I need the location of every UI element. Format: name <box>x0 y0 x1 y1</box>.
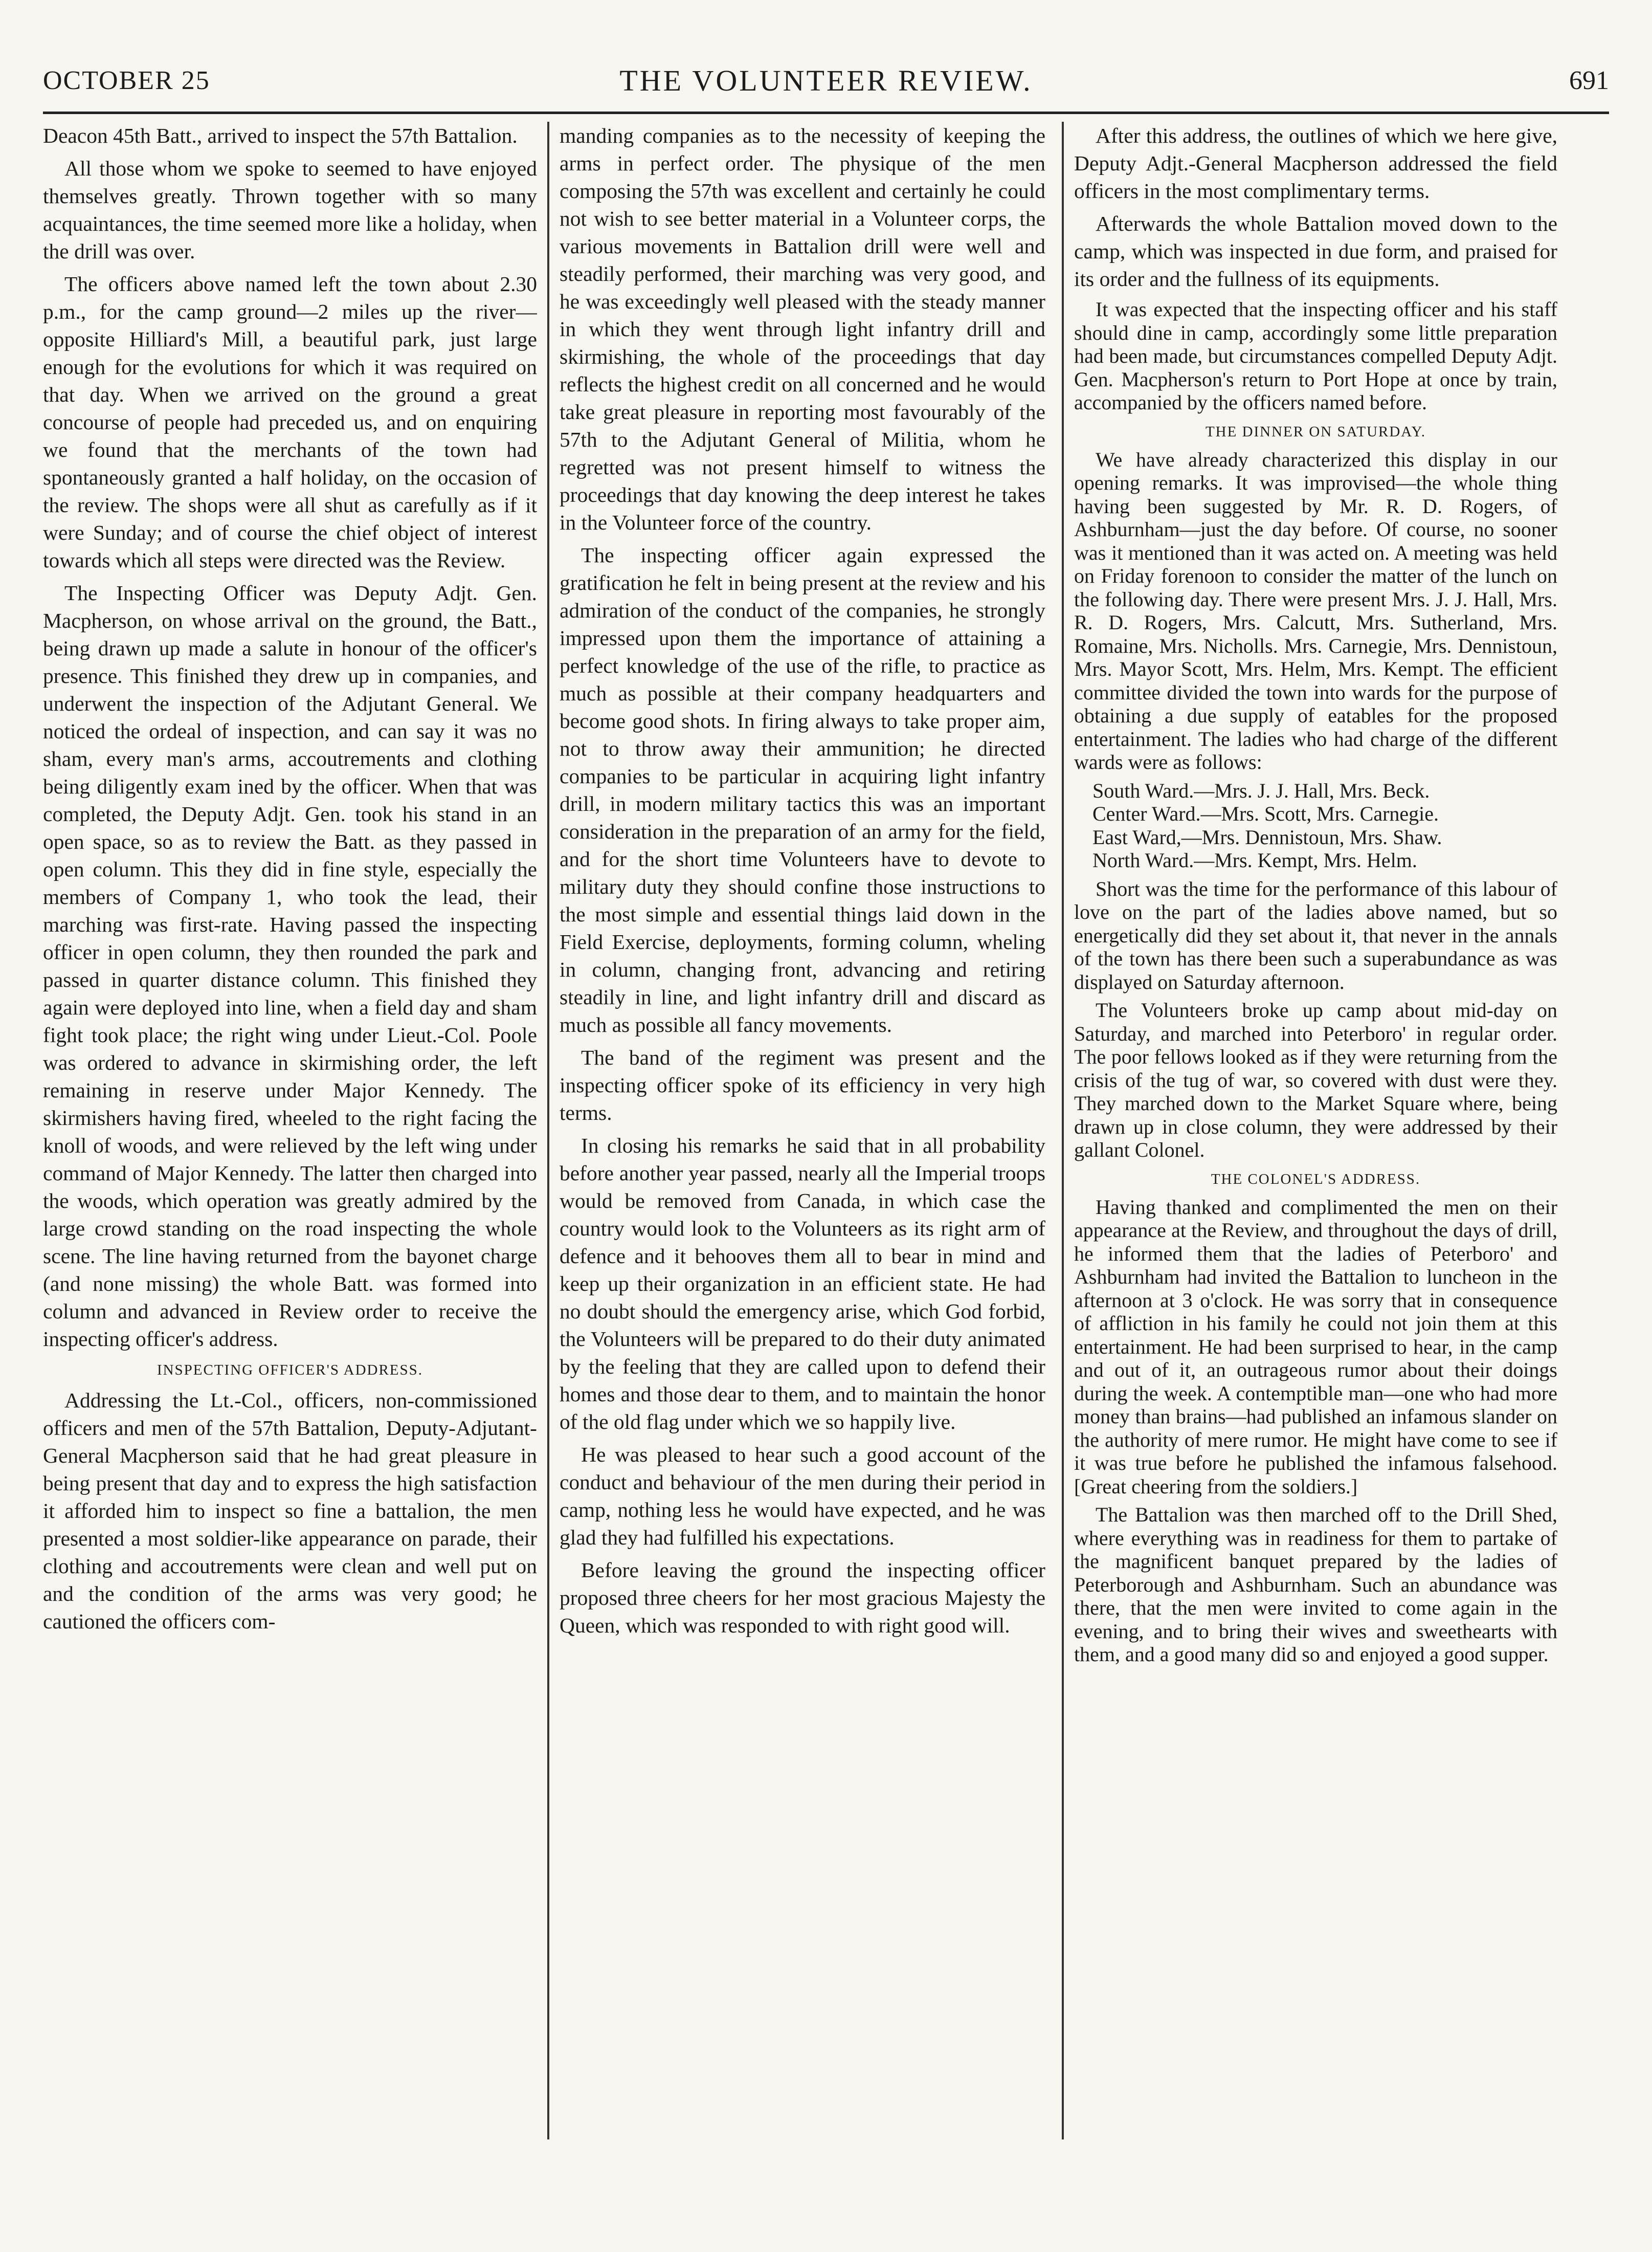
article-paragraph: The Inspecting Officer was Deputy Adjt. Gen. Macpherson, on whose arrival on the ground, the Batt., being drawn up made a salute in honour of the officer's presence. This finished they drew up in companies, and underwent the inspection of the Adjutant General. We noticed the ordeal of inspection, and can say it was no sham, every man's arms, accoutrements and clothing being diligently exam ined by the officer. When that was completed, the Deputy Adjt. Gen. took his stand in an open space, so as to review the Batt. as they passed in open column. This they did in fine style, especially the members of Company 1, who took the lead, their marching was first-rate. Having passed the inspecting officer in open column, they then rounded the park and passed in quarter distance column. This finished they again were deployed into line, when a field day and sham fight took place; the right wing under Lieut.-Col. Poole was ordered to advance in skirmishing order, the left remaining in reserve under Major Kennedy. The skirmishers having fired, wheeled to the right facing the knoll of woods, and were relieved by the left wing under command of Major Kennedy. The latter then charged into the woods, which operation was greatly admired by the large crowd standing on the road inspecting the whole scene. The line having returned from the bayonet charge (and none missing) the whole Batt. was formed into column and advanced in Review order to receive the inspecting officer's address. <box>43 581 537 1351</box>
article-paragraph: We have already characterized this display in our opening remarks. It was improvised—the whole thing having been suggested by Mr. R. D. Rogers, of Ashburnham—just the day before. Of course, no sooner was it mentioned than it was acted on. A meeting was held on Friday forenoon to consider the matter of the lunch on the following day. There were present Mrs. J. J. Hall, Mrs. R. D. Rogers, Mrs. Calcutt, Mrs. Sutherland, Mrs. Romaine, Mrs. Nicholls. Mrs. Carnegie, Mrs. Dennistoun, Mrs. Mayor Scott, Mrs. Helm, Mrs. Kempt. The efficient committee divided the town into wards for the purpose of obtaining a due supply of eatables for the proposed entertainment. The ladies who had charge of the different wards were as follows: <box>1074 448 1557 774</box>
column-3 <box>1074 122 1557 2168</box>
article-paragraph: After this address, the outlines of which we here give, Deputy Adjt.-General Macpherson addressed the field officers in the most complimentary terms. <box>1074 124 1557 203</box>
section-heading: THE COLONEL'S ADDRESS. <box>1211 1171 1421 1187</box>
article-paragraph: The officers above named left the town about 2.30 p.m., for the camp ground—2 miles up the river—opposite Hilliard's Mill, a beautiful park, just large enough for the evolutions for which it was required on that day. When we arrived on the ground a great concourse of people had preceded us, and on enquiring we found that the merchants of the town had spontaneously granted a half holiday, on the occasion of the review. The shops were all shut as carefully as if it were Sunday; and of course the chief object of interest towards which all steps were directed was the Review. <box>43 272 537 572</box>
article-paragraph: He was pleased to hear such a good account of the conduct and behaviour of the men during their period in camp, nothing less he would have expected, and he was glad they had fulfilled his expectations. <box>560 1443 1045 1549</box>
article-paragraph: Addressing the Lt.-Col., officers, non-commissioned officers and men of the 57th Battalion, Deputy-Adjutant-General Macpherson said that he had great pleasure in being present that day and to express the high satisfaction it afforded him to inspect so fine a battalion, the men presented a most soldier-like appearance on parade, their clothing and accoutrements were clean and well put on and the condition of the arms was very good; he cautioned the officers com- <box>43 1388 537 1633</box>
article-paragraph: The Volunteers broke up camp about mid-day on Saturday, and marched into Peterboro' in regular order. The poor fellows looked as if they were returning from the crisis of the tug of war, so covered with dust were they. They marched down to the Market Square where, being drawn up in close column, they were addressed by their gallant Colonel. <box>1074 999 1557 1161</box>
issue-date: OCTOBER 25 <box>43 66 210 95</box>
page-number: 691 <box>1569 66 1609 95</box>
column-divider <box>547 122 549 2139</box>
article-paragraph: Short was the time for the performance of this labour of love on the part of the ladies above named, but so energetically did they set about it, that never in the annals of the town has there been such a superabundance as was displayed on Saturday afternoon. <box>1074 877 1557 993</box>
ward-list-item: South Ward.—Mrs. J. J. Hall, Mrs. Beck. <box>1092 779 1430 802</box>
publication-title: THE VOLUNTEER REVIEW. <box>619 64 1033 97</box>
page-header <box>43 65 1609 106</box>
ward-list-item: East Ward,—Mrs. Dennistoun, Mrs. Shaw. <box>1092 825 1442 849</box>
column-1 <box>43 122 537 2168</box>
ward-list-item: Center Ward.—Mrs. Scott, Mrs. Carnegie. <box>1092 802 1439 825</box>
section-heading: THE DINNER ON SATURDAY. <box>1205 423 1426 440</box>
column-divider <box>1062 122 1064 2139</box>
article-paragraph: It was expected that the inspecting officer and his staff should dine in camp, accordingly some little preparation had been made, but circumstances compelled Deputy Adjt. Gen. Macpherson's return to Port Hope at once by train, accompanied by the officers named before. <box>1074 298 1557 414</box>
article-paragraph: Before leaving the ground the inspecting officer proposed three cheers for her most gracious Majesty the Queen, which was responded to with right good will. <box>560 1558 1045 1637</box>
ward-list-item: North Ward.—Mrs. Kempt, Mrs. Helm. <box>1092 849 1417 872</box>
article-paragraph: The band of the regiment was present and the inspecting officer spoke of its efficiency in very high terms. <box>560 1046 1045 1124</box>
header-rule <box>43 112 1609 114</box>
section-heading: INSPECTING OFFICER'S ADDRESS. <box>157 1362 423 1378</box>
article-paragraph: The Battalion was then marched off to the Drill Shed, where everything was in readiness for them to partake of the magnificent banquet prepared by the ladies of Peterborough and Ashburnham. Such an abundance was there, that the men were invited to come again in the evening, and to bring their wives and sweethearts with them, and a good many did so and enjoyed a good supper. <box>1074 1503 1557 1666</box>
article-paragraph: Afterwards the whole Battalion moved down to the camp, which was inspected in due form, and praised for its order and the fullness of its equipments. <box>1074 212 1557 291</box>
article-paragraph: Having thanked and complimented the men on their appearance at the Review, and throughout the days of drill, he informed them that the ladies of Peterboro' and Ashburnham had invited the Battalion to luncheon in the afternoon at 3 o'clock. He was sorry that in consequence of affliction in his family he could not join them at this entertainment. He had been surprised to hear, in the camp and out of it, an outrageous rumor about their doings during the week. A contemptible man—one who had more money than brains—had published an infamous slander on the authority of mere rumor. He might have come to see if it was true before he published the infamous falsehood. [Great cheering from the soldiers.] <box>1074 1195 1557 1498</box>
article-paragraph: The inspecting officer again expressed the gratification he felt in being present at the review and his admiration of the conduct of the companies, he strongly impressed upon them the importance of attaining a perfect knowledge of the use of the rifle, to practice as much as possible at their company headquarters and become good shots. In firing always to take proper aim, not to throw away their ammunition; he directed companies to be particular in acquiring light infantry drill, in modern military tactics this was an important consideration in the preparation of an army for the field, and for the short time Volunteers have to devote to military duty they should confine those instructions to the most simple and essential things laid down in the Field Exercise, deployments, forming column, wheling in column, changing front, advancing and retiring steadily in line, and light infantry drill and discard as much as possible all fancy movements. <box>560 543 1045 1036</box>
ward-list <box>1074 779 1557 872</box>
article-paragraph: Deacon 45th Batt., arrived to inspect the 57th Battalion. <box>43 124 518 147</box>
article-paragraph: All those whom we spoke to seemed to have enjoyed themselves greatly. Thrown together with so many acquaintances, the time seemed more like a holiday, when the drill was over. <box>43 157 537 263</box>
column-2 <box>560 122 1045 2168</box>
article-paragraph: manding companies as to the necessity of keeping the arms in perfect order. The physique of the men composing the 57th was excellent and certainly he could not wish to see better material in a Volunteer corps, the various movements in Battalion drill were well and steadily performed, their marching was very good, and he was exceedingly well pleased with the steady manner in which they went through light infantry drill and skirmishing, the whole of the proceedings that day reflects the highest credit on all concerned and he would take great pleasure in reporting most favourably of the 57th to the Adjutant General of Militia, whom he regretted was not present himself to witness the proceedings that day knowing the deep interest he takes in the Volunteer force of the country. <box>560 124 1045 534</box>
article-paragraph: In closing his remarks he said that in all probability before another year passed, nearly all the Imperial troops would be removed from Canada, in which case the country would look to the Volunteers as its right arm of defence and it behooves them all to bear in mind and keep up their organization in an efficient state. He had no doubt should the emergency arise, which God forbid, the Volunteers will be prepared to do their duty animated by the feeling that they are called upon to defend their homes and those dear to them, and to maintain the honor of the old flag under which we so happily live. <box>560 1134 1045 1433</box>
